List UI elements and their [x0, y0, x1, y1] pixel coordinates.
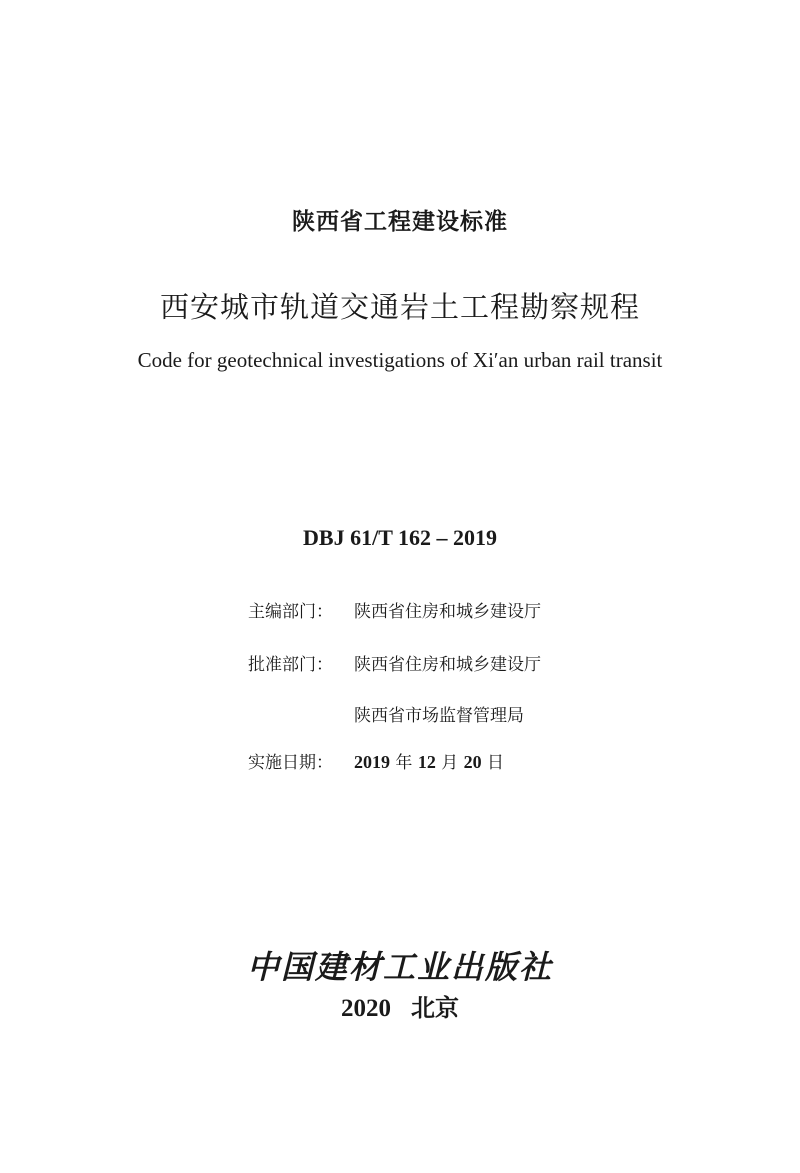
document-title-english: Code for geotechnical investigations of Xi′an urban rail transit: [137, 348, 663, 372]
publication-line: [0, 988, 800, 1023]
effective-date-row: [248, 748, 504, 773]
publisher-logotype: 中国建材工业出版社: [246, 948, 553, 986]
standard-code: DBJ 61/T 162 – 2019: [303, 525, 497, 550]
approver-row: [248, 650, 541, 675]
publication-year: 2020: [341, 995, 391, 1022]
effective-year: 2019: [354, 752, 390, 772]
editor-value: 陕西省住房和城乡建设厅: [354, 602, 541, 622]
effective-day: 20: [463, 752, 482, 772]
editor-row: [248, 597, 541, 622]
approver-value-2: 陕西省市场监督管理局: [354, 706, 524, 726]
year-unit: 年: [395, 753, 413, 773]
document-title-chinese: 西安城市轨道交通岩土工程勘察规程: [159, 290, 640, 324]
standard-series: 陕西省工程建设标准: [292, 209, 508, 235]
effective-date-label: 实施日期：: [248, 753, 333, 773]
approver-value-1: 陕西省住房和城乡建设厅: [354, 655, 541, 675]
effective-month: 12: [417, 752, 436, 772]
month-unit: 月: [441, 753, 459, 773]
editor-label: 主编部门：: [248, 602, 333, 622]
approver-row-2: [248, 701, 524, 726]
day-unit: 日: [487, 753, 505, 773]
approver-label: 批准部门：: [248, 655, 333, 675]
publication-place: 北京: [411, 994, 459, 1022]
